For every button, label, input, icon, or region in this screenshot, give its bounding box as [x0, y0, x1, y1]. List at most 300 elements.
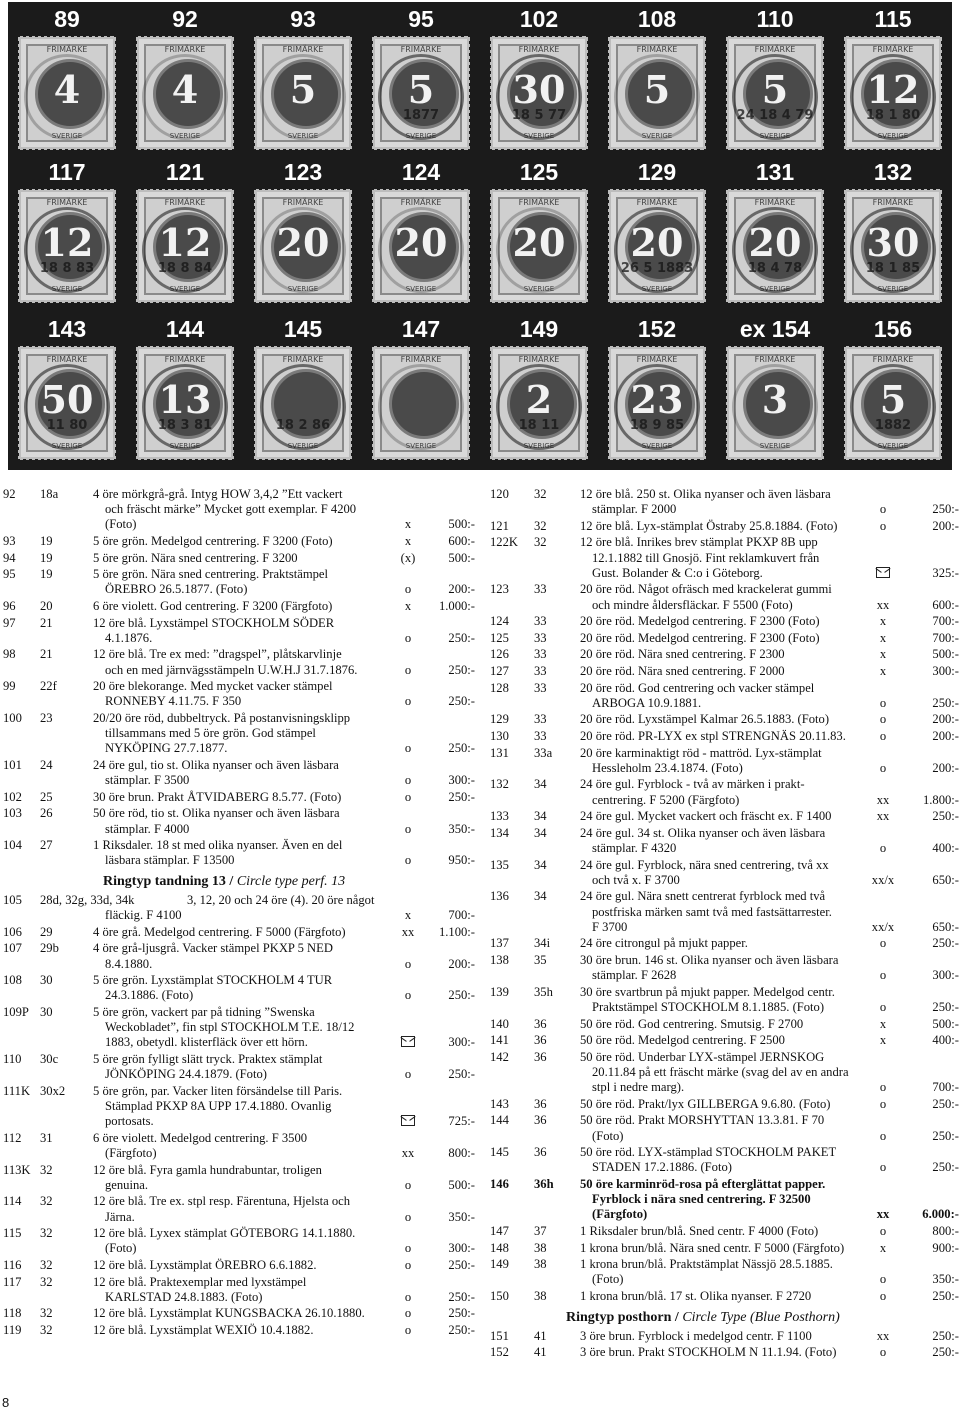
facit-number: 33: [534, 712, 547, 727]
condition-code: o: [879, 502, 887, 517]
postmark-circle: [614, 54, 700, 140]
price: 200:-: [932, 518, 959, 533]
condition-code: (x): [400, 550, 416, 565]
lot-number: 117: [3, 1274, 22, 1289]
lot-number: 143: [490, 1096, 509, 1111]
lot-description: 12 öre blå. Inrikes brev stämplat PKXP 8B upp: [580, 535, 818, 550]
lot-number: 110: [3, 1052, 22, 1066]
facit-number: 36: [534, 1033, 547, 1048]
condition-code: o: [404, 1323, 412, 1337]
price: 650:-: [932, 872, 959, 887]
lot-number: 134: [490, 825, 509, 840]
stamp-top-text: FRIMÄRKE: [754, 355, 796, 364]
stamp-number-label: 129: [637, 159, 677, 185]
stamp-image: [372, 346, 470, 460]
facit-number: 36: [534, 1049, 547, 1064]
lot-number: 151: [490, 1328, 509, 1343]
lot-description: 20 öre röd. Nära sned centrering. F 2000: [580, 664, 785, 678]
postmark-circle: [260, 207, 346, 293]
postmark-circle: [732, 364, 818, 450]
condition-code: o: [879, 1128, 887, 1143]
stamp-value-digit: 20: [394, 220, 448, 265]
lot-description: 20 öre röd. Medelgod centrering. F 2300 (Foto): [580, 630, 820, 645]
stamp-bottom-text: SVERIGE: [877, 285, 909, 293]
lot-description: 24.3.1886. (Foto): [105, 988, 194, 1003]
lot-number: 104: [3, 838, 22, 853]
postmark-circle: [850, 207, 936, 293]
stamp-value-digit: 20: [276, 220, 330, 265]
price: 300:-: [448, 773, 475, 788]
lot-number: 139: [490, 984, 509, 999]
price: 250:-: [448, 662, 475, 677]
lot-description: (Färgfoto): [105, 1145, 157, 1160]
lot-number: 115: [3, 1226, 22, 1241]
facit-number: 33: [534, 647, 547, 662]
lot-description: 24 öre gul. Fyrblock - två av märken i prakt-: [580, 777, 805, 792]
lot-description: 24 öre citrongul på mjukt papper.: [580, 936, 748, 951]
postmark-circle: [850, 54, 936, 140]
price: 250:-: [932, 1328, 959, 1343]
price: 350:-: [932, 1272, 959, 1287]
stamp-number-label: 123: [283, 159, 323, 185]
lot-description: 6 öre violett. God centrering. F 3200 (Färgfoto): [93, 599, 333, 613]
postmark-circle: [732, 207, 818, 293]
lot-description: fläckig. F 4100: [105, 908, 182, 923]
section-heading: [566, 1310, 840, 1326]
lot-description: Praktstämpel STOCKHOLM 8.1.1885. (Foto): [592, 999, 825, 1014]
stamp-bottom-text: SVERIGE: [641, 442, 673, 450]
stamp-number-label: 115: [874, 6, 912, 32]
price: 250:-: [932, 1289, 959, 1303]
stamp-value-digit: 4: [53, 67, 81, 112]
lot-description: 3 öre brun. Prakt STOCKHOLM N 11.1.94. (Foto): [580, 1345, 837, 1360]
price: 1.000:-: [438, 599, 475, 613]
postmark-date: 18 1 80: [865, 108, 921, 123]
condition-code: o: [404, 694, 412, 709]
lot-number: 107: [3, 941, 22, 956]
facit-number: 24: [40, 758, 53, 772]
lot-number: 100: [3, 711, 22, 725]
stamp-value-digit: 2: [525, 377, 553, 422]
facit-number: 18a: [40, 487, 59, 501]
facit-number: 29b: [40, 941, 59, 956]
stamp-number-label: 95: [408, 6, 434, 32]
lot-description: 5 öre grön. Lyxstämplat STOCKHOLM 4 TUR: [93, 973, 333, 988]
condition-code: o: [404, 662, 412, 677]
stamp-bottom-text: SVERIGE: [405, 132, 437, 140]
facit-number: 23: [40, 711, 53, 725]
lot-description: 20 öre röd. God centrering och vacker stämpel: [580, 680, 815, 695]
lot-description: Hessleholm 23.4.1874. (Foto): [592, 760, 743, 775]
facit-number: 32: [40, 1194, 53, 1209]
facit-number: 27: [40, 838, 53, 853]
price: 350:-: [448, 821, 475, 836]
postmark-date: 18 8 84: [157, 261, 213, 276]
lot-description: 12 öre blå. Praktexemplar med lyxstämpel: [93, 1274, 307, 1289]
price: 250:-: [448, 741, 475, 756]
stamp-top-text: FRIMÄRKE: [518, 45, 560, 54]
lot-number: 133: [490, 809, 509, 824]
facit-number: 19: [40, 567, 53, 582]
stamp-bottom-text: SVERIGE: [877, 442, 909, 450]
stamp-image: [726, 189, 824, 303]
lot-number: 148: [490, 1240, 509, 1255]
lot-number: 111K: [3, 1083, 31, 1098]
lot-description: och två x. F 3700: [592, 872, 680, 887]
lot-description: 1883, obetydl. klisterfläck över ett hörn.: [105, 1035, 308, 1050]
stamp-bottom-text: SVERIGE: [51, 442, 83, 450]
stamp-top-text: FRIMÄRKE: [164, 198, 206, 207]
price: 250:-: [932, 695, 959, 710]
stamp-number-label: 124: [401, 159, 441, 185]
condition-code: o: [879, 1289, 887, 1303]
postmark-circle: [732, 54, 818, 140]
lot-description: och en med järnvägsstämpeln U.W.H.J 31.7.1876.: [105, 662, 358, 677]
lot-description: (Foto): [105, 1241, 137, 1256]
price: 250:-: [932, 1128, 959, 1143]
lot-number: 92: [3, 487, 16, 501]
facit-number: 25: [40, 789, 53, 804]
price: 700:-: [932, 614, 959, 629]
stamp-image: [490, 36, 588, 150]
postmark-circle: [378, 54, 464, 140]
postmark-circle: [260, 364, 346, 450]
stamp-image: [490, 346, 588, 460]
condition-code: x: [404, 517, 412, 532]
lot-description: 1 krona brun/blå. Nära sned centr. F 5000 (Färgfoto): [580, 1240, 845, 1255]
postmark-date: 26 5 1883: [620, 261, 694, 276]
lot-description: 50 öre karminröd-rosa på efterglättat papper.: [580, 1177, 826, 1191]
lot-number: 113K: [3, 1162, 31, 1177]
condition-code: o: [404, 1306, 412, 1321]
postmark-date: 18 11: [518, 418, 560, 433]
lot-number: 152: [490, 1345, 509, 1360]
price: 300:-: [448, 1035, 475, 1050]
lot-description: NYKÖPING 27.7.1877.: [105, 741, 228, 756]
stamp-top-text: FRIMÄRKE: [636, 45, 678, 54]
stamp-image: [608, 346, 706, 460]
lot-description: stämplar. F 2000: [592, 502, 677, 517]
lot-number: 95: [3, 567, 16, 582]
condition-code: o: [404, 789, 412, 804]
lot-description: 50 öre röd, tio st. Olika nyanser och även läsbara: [93, 806, 340, 821]
facit-number: 28d, 32g, 33d, 34k: [40, 893, 135, 907]
lot-description: 5 öre grön. Medelgod centrering. F 3200 (Foto): [93, 534, 333, 548]
lot-description: 20 öre röd. PR-LYX ex stpl STRENGNÄS 20.11.83.: [580, 729, 846, 743]
condition-code: o: [879, 695, 887, 710]
stamp-number-label: 152: [637, 316, 677, 342]
lot-number: 96: [3, 599, 16, 613]
condition-code: o: [879, 968, 887, 983]
postmark-date: 1882: [874, 418, 912, 433]
lot-number: 147: [490, 1224, 509, 1238]
lot-description: 12 öre blå. Fyra gamla hundrabuntar, troligen: [93, 1162, 322, 1177]
condition-code: o: [879, 1160, 887, 1175]
stamp-number-label: 147: [401, 316, 441, 342]
stamp-top-text: FRIMÄRKE: [400, 45, 442, 54]
condition-code: x: [879, 614, 887, 629]
lot-description: 4 öre mörkgrå-grå. Intyg HOW 3,4,2 ”Ett vackert: [93, 487, 343, 501]
stamp-top-text: FRIMÄRKE: [46, 198, 88, 207]
facit-number: 33: [534, 729, 547, 743]
lot-description: 20 öre blekorange. Med mycket vacker stämpel: [93, 679, 333, 694]
condition-code: x: [404, 908, 412, 923]
lot-description: (Foto): [592, 1272, 624, 1287]
postmark-date: 1877: [402, 108, 440, 123]
stamp-top-text: FRIMÄRKE: [282, 355, 324, 364]
lot-number: 119: [3, 1323, 22, 1337]
lot-description: Järna.: [105, 1209, 135, 1224]
postmark-date: 18 8 83: [39, 261, 95, 276]
condition-code: xx: [401, 1145, 415, 1160]
stamp-bottom-text: SVERIGE: [523, 132, 555, 140]
condition-code: xx/x: [871, 872, 895, 887]
section-heading-en: Circle type perf. 13: [236, 874, 346, 889]
postmark-circle: [614, 207, 700, 293]
condition-code: o: [879, 729, 887, 743]
facit-number: 30c: [40, 1052, 59, 1066]
lot-number: 114: [3, 1194, 22, 1209]
lot-number: 126: [490, 647, 509, 662]
facit-number: 36: [534, 1113, 547, 1128]
stamp-number-label: 149: [519, 316, 559, 342]
stamp-bottom-text: SVERIGE: [287, 442, 319, 450]
lot-number: 124: [490, 614, 509, 629]
condition-code: xx: [876, 1328, 890, 1343]
stamp-image: [726, 346, 824, 460]
postmark-date: 11 80: [46, 418, 88, 433]
facit-number: 21: [40, 615, 53, 630]
condition-code: o: [404, 1177, 412, 1192]
lot-description: 1 krona brun/blå. 17 st. Olika nyanser. F 2720: [580, 1289, 812, 1303]
lot-description: och fräscht märke” Mycket gott exemplar. F 4200: [105, 502, 357, 517]
stamp-bottom-text: SVERIGE: [405, 442, 437, 450]
lot-number: 149: [490, 1257, 509, 1272]
stamp-number-label: 144: [165, 316, 205, 342]
lot-description: 8.4.1880.: [105, 956, 153, 971]
facit-number: 32: [40, 1323, 53, 1337]
lot-description: centrering. F 5200 (Färgfoto): [592, 792, 740, 807]
condition-code: o: [879, 1224, 887, 1238]
condition-code: o: [404, 1067, 412, 1082]
stamp-value-digit: 50: [40, 377, 94, 422]
lot-description: 24 öre gul. Mycket vackert och fräscht ex. F 1400: [580, 809, 832, 824]
lot-description: 12.1.1882 till Gnosjö. Fint reklamkuvert från: [592, 550, 820, 565]
envelope-icon: [863, 566, 903, 581]
condition-code: o: [404, 1209, 412, 1224]
facit-number: 32: [534, 487, 547, 501]
lot-description: 12 öre blå. Lyxstämpel STOCKHOLM SÖDER: [93, 615, 335, 630]
price: 650:-: [932, 919, 959, 934]
facit-number: 32: [40, 1306, 53, 1321]
stamp-value-digit: 5: [643, 67, 671, 112]
price: 800:-: [932, 1224, 959, 1238]
condition-code: xx/x: [871, 919, 895, 934]
section-heading-en: Circle Type (Blue Posthorn): [682, 1309, 840, 1325]
lot-description: 20 öre karminaktigt röd - mattröd. Lyx-stämplat: [580, 745, 822, 760]
lot-description: 50 öre röd. Prakt MORSHYTTAN 13.3.81. F 70: [580, 1113, 825, 1128]
lot-description: 3 öre brun. Fyrblock i medelgod centr. F 1100: [580, 1328, 812, 1343]
price: 1.100:-: [438, 924, 475, 939]
lot-description: 12 öre blå. Lyxstämplat WEXIÖ 10.4.1882.: [93, 1323, 314, 1337]
condition-code: o: [879, 712, 887, 727]
postmark-date: 18 1 85: [865, 261, 921, 276]
stamp-value-digit: 30: [512, 67, 566, 112]
lot-description: 1 Riksdaler brun/blå. Sned centr. F 4000 (Foto): [580, 1224, 819, 1238]
lot-description: 30 öre svartbrun på mjukt papper. Medelgod centr.: [580, 984, 835, 999]
facit-number: 41: [534, 1328, 547, 1343]
lot-description: stämplar. F 4320: [592, 840, 677, 855]
lot-description: 50 öre röd. Prakt/lyx GILLBERGA 9.6.80. (Foto): [580, 1096, 831, 1111]
lot-number: 145: [490, 1145, 509, 1160]
lot-number: 140: [490, 1016, 509, 1031]
stamp-image: [726, 36, 824, 150]
lot-description: 5 öre grön. Nära sned centrering. F 3200: [93, 550, 298, 565]
stamp-image: [136, 346, 234, 460]
facit-number: 22f: [40, 679, 57, 694]
postmark-circle: [142, 207, 228, 293]
price: 700:-: [932, 630, 959, 645]
lot-description: Weckobladet”, fin stpl STOCKHOLM T.E. 18/12: [105, 1020, 355, 1035]
lot-description: 24 öre gul, tio st. Olika nyanser och även läsbara: [93, 758, 339, 772]
stamp-top-text: FRIMÄRKE: [872, 45, 914, 54]
lot-description: 30 öre brun. Prakt ÅTVIDABERG 8.5.77. (Foto): [93, 789, 342, 804]
lot-description: 12 öre blå. 250 st. Olika nyanser och även läsbara: [580, 487, 831, 501]
lot-description: 20/20 öre röd, dubbeltryck. På postanvisningsklipp: [93, 711, 351, 725]
condition-code: o: [879, 999, 887, 1014]
lot-number: 109P: [3, 1005, 29, 1019]
lot-description: F 3700: [592, 919, 628, 934]
stamp-value-digit: 30: [866, 220, 920, 265]
lot-number: 121: [490, 518, 509, 533]
lot-number: 135: [490, 857, 509, 872]
condition-code: o: [879, 1096, 887, 1111]
lot-number: 98: [3, 647, 16, 662]
facit-number: 38: [534, 1257, 547, 1272]
stamp-number-label: 102: [519, 6, 559, 32]
stamp-number-label: ex 154: [739, 316, 811, 342]
section-heading-sv: Ringtyp tandning 13 /: [103, 874, 237, 889]
price: 500:-: [932, 1016, 959, 1031]
stamp-number-label: 110: [756, 6, 794, 32]
lot-description: ARBOGA 10.9.1881.: [592, 695, 702, 710]
lot-number: 120: [490, 487, 509, 501]
stamp-image: [136, 189, 234, 303]
condition-code: o: [879, 936, 887, 951]
facit-number: 41: [534, 1345, 547, 1360]
stamp-top-text: FRIMÄRKE: [636, 198, 678, 207]
lot-description: 20 öre röd. Nära sned centrering. F 2300: [580, 647, 785, 662]
postmark-circle: [24, 364, 110, 450]
price: 500:-: [448, 517, 475, 532]
condition-code: o: [879, 760, 887, 775]
lot-description: 4 öre grå. Medelgod centrering. F 5000 (Färgfoto): [93, 924, 346, 939]
lot-description: 20 öre röd. Lyxstämpel Kalmar 26.5.1883. (Foto): [580, 712, 830, 727]
lot-description: 12 öre blå. Tre ex. stpl resp. Färentuna, Hjelsta och: [93, 1194, 351, 1209]
condition-code: o: [404, 1289, 412, 1304]
stamp-bottom-text: SVERIGE: [523, 285, 555, 293]
lot-description: 5 öre grön fylligt slätt tryck. Praktex stämplat: [93, 1052, 323, 1066]
lot-number: 131: [490, 745, 509, 760]
lot-description: 5 öre grön, vackert par på tidning ”Swenska: [93, 1005, 315, 1019]
facit-number: 30: [40, 973, 53, 988]
facit-number: 32: [534, 518, 547, 533]
stamp-bottom-text: SVERIGE: [405, 285, 437, 293]
stamp-image: [608, 36, 706, 150]
price: 200:-: [448, 582, 475, 597]
lot-description: (Färgfoto): [592, 1207, 648, 1222]
lot-number: 118: [3, 1306, 22, 1321]
lot-number: 132: [490, 777, 509, 792]
price: 250:-: [448, 630, 475, 645]
facit-number: 35: [534, 953, 547, 967]
stamp-top-text: FRIMÄRKE: [872, 198, 914, 207]
lot-description: 12 öre blå. Lyxstämplat ÖREBRO 6.6.1882.: [93, 1258, 317, 1272]
stamp-bottom-text: SVERIGE: [877, 132, 909, 140]
lot-description: (Foto): [105, 517, 137, 532]
facit-number: 19: [40, 534, 53, 548]
lot-number: 122K: [490, 535, 518, 550]
postmark-circle: [614, 364, 700, 450]
lot-description: 1 krona brun/blå. Praktstämplat Nässjö 28.5.1885.: [580, 1257, 833, 1272]
price: 400:-: [932, 840, 959, 855]
price: 250:-: [448, 1289, 475, 1304]
lot-description: STADEN 17.2.1886. (Foto): [592, 1160, 732, 1175]
stamp-top-text: FRIMÄRKE: [872, 355, 914, 364]
price: 700:-: [932, 1080, 959, 1095]
price: 200:-: [448, 956, 475, 971]
stamp-image: [18, 36, 116, 150]
stamp-top-text: FRIMÄRKE: [282, 198, 324, 207]
stamp-bottom-text: SVERIGE: [51, 132, 83, 140]
price: 250:-: [932, 1345, 959, 1360]
lot-number: 146: [490, 1177, 509, 1191]
condition-code: x: [879, 647, 887, 662]
condition-code: o: [404, 988, 412, 1003]
postmark-circle: [496, 207, 582, 293]
price: 800:-: [448, 1145, 475, 1160]
stamp-value-digit: 5: [761, 67, 789, 112]
facit-number: 30x2: [40, 1083, 66, 1098]
condition-code: o: [404, 821, 412, 836]
price: 350:-: [448, 1209, 475, 1224]
stamp-bottom-text: SVERIGE: [287, 132, 319, 140]
stamp-bottom-text: SVERIGE: [641, 132, 673, 140]
lot-description: 3, 12, 20 och 24 öre (4). 20 öre något: [187, 893, 375, 907]
stamp-image: [372, 36, 470, 150]
condition-code: x: [404, 534, 412, 548]
stamp-bottom-text: SVERIGE: [759, 285, 791, 293]
condition-code: o: [404, 630, 412, 645]
price: 250:-: [932, 1160, 959, 1175]
facit-number: 38: [534, 1289, 547, 1303]
section-heading-sv: Ringtyp posthorn /: [566, 1309, 683, 1325]
lot-description: 12 öre blå. Lyx-stämplat Östraby 25.8.1884. (Foto): [580, 518, 838, 533]
lot-number: 130: [490, 729, 509, 743]
price: 250:-: [448, 1323, 475, 1337]
lot-number: 94: [3, 550, 16, 565]
lot-description: postfriska märken samt två med fastsättarrester.: [592, 904, 832, 919]
price: 250:-: [448, 1067, 475, 1082]
facit-number: 29: [40, 924, 53, 939]
price: 500:-: [448, 550, 475, 565]
price: 500:-: [448, 1177, 475, 1192]
lot-description: stpl i nedre marg).: [592, 1080, 685, 1095]
condition-code: xx: [401, 924, 415, 939]
price: 600:-: [932, 597, 959, 612]
condition-code: x: [879, 664, 887, 678]
page-number: 8: [2, 1395, 10, 1410]
